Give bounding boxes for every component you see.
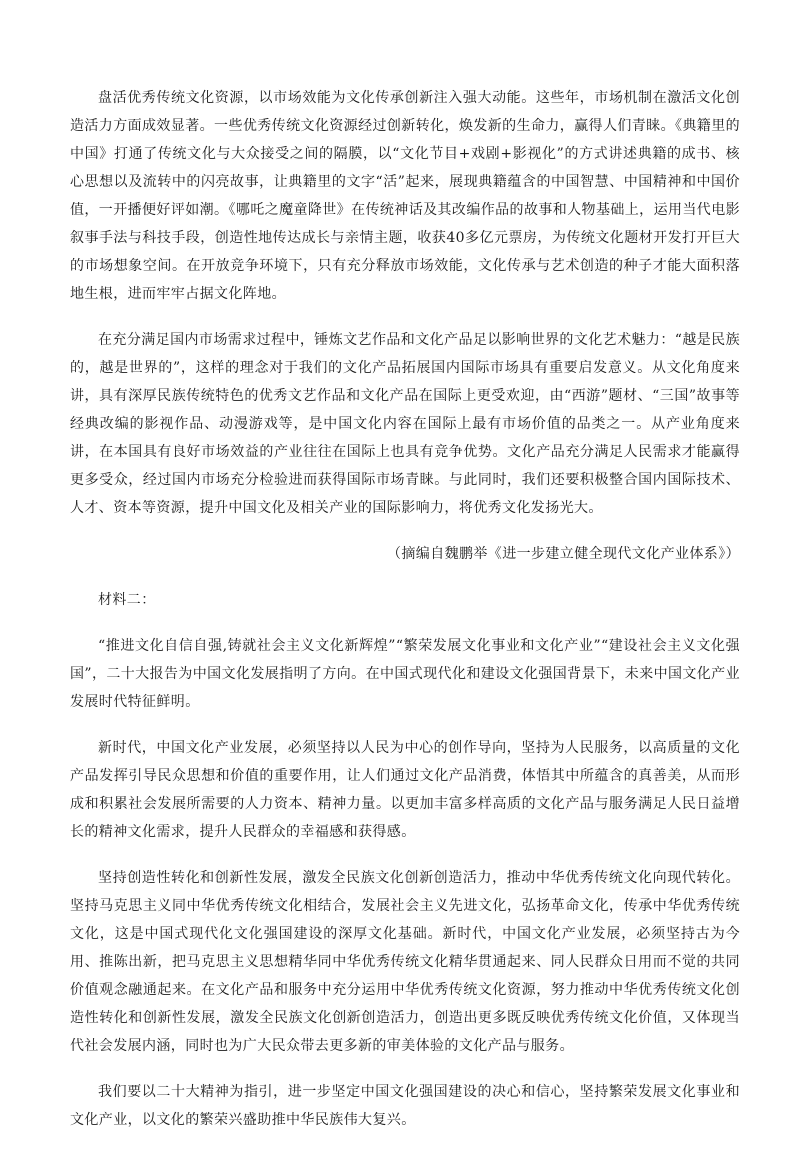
citation: （摘编自魏鹏举《进一步建立健全现代文化产业体系》） xyxy=(387,546,740,562)
paragraph: 我们要以二十大精神为指引，进一步坚定中国文化强国建设的决心和信心，坚持繁荣发展文化事业和文化产业，以文化的繁荣兴盛助推中华民族伟大复兴。 xyxy=(70,1084,740,1128)
document-page xyxy=(70,84,740,1152)
paragraph: 坚持创造性转化和创新性发展，激发全民族文化创新创造活力，推动中华优秀传统文化向现代转化。坚持马克思主义同中华优秀传统文化相结合，发展社会主义先进文化，弘扬革命文化，传承中华优秀传统文化，这是中国式现代化文化强国建设的深厚文化基础。新时代，中国文化产业发展，必须坚持古为今用、推陈出新，把马克思主义思想精华同中华优秀传统文化精华贯通起来、同人民群众日用而不觉的共同价值观念融通起来。在文化产品和服务中充分运用中华优秀传统文化资源，努力推动中华优秀传统文化创造性转化和创新性发展，激发全民族文化创新创造活力，创造出更多既反映优秀传统文化价值，又体现当代社会发展内涵，同时也为广大民众带去更多新的审美体验的文化产品与服务。 xyxy=(70,870,740,1054)
paragraph: 盘活优秀传统文化资源，以市场效能为文化传承创新注入强大动能。这些年，市场机制在激活文化创造活力方面成效显著。一些优秀传统文化资源经过创新转化，焕发新的生命力，赢得人们青睐。《典籍里的中国》打通了传统文化与大众接受之间的隔膜，以“文化节目+戏剧+影视化”的方式讲述典籍的成书、核心思想以及流转中的闪亮故事，让典籍里的文字“活”起来，展现典籍蕴含的中国智慧、中国精神和中国价值，一开播便好评如潮。《哪吒之魔童降世》在传统神话及其改编作品的故事和人物基础上，运用当代电影叙事手法与科技手段，创造性地传达成长与亲情主题，收获40多亿元票房，为传统文化题材开发打开巨大的市场想象空间。在开放竞争环境下，只有充分释放市场效能，文化传承与艺术创造的种子才能大面积落地生根，进而牢牢占据文化阵地。 xyxy=(70,90,740,302)
paragraph: “推进文化自信自强,铸就社会主义文化新辉煌”“繁荣发展文化事业和文化产业”“建设社会主义文化强国”，二十大报告为中国文化发展指明了方向。在中国式现代化和建设文化强国背景下，未来中国文化产业发展时代特征鲜明。 xyxy=(70,638,740,710)
section-label: 材料二： xyxy=(98,592,156,608)
paragraph: 新时代，中国文化产业发展，必须坚持以人民为中心的创作导向，坚持为人民服务，以高质量的文化产品发挥引导民众思想和价值的重要作用，让人们通过文化产品消费，体悟其中所蕴含的真善美，从而形成和积累社会发展所需要的人力资本、精神力量。以更加丰富多样高质的文化产品与服务满足人民日益增长的精神文化需求，提升人民群众的幸福感和获得感。 xyxy=(70,740,740,840)
paragraph: 在充分满足国内市场需求过程中，锤炼文艺作品和文化产品足以影响世界的文化艺术魅力：“越是民族的，越是世界的”，这样的理念对于我们的文化产品拓展国内国际市场具有重要启发意义。从文化角度来讲，具有深厚民族传统特色的优秀文艺作品和文化产品在国际上更受欢迎，由“西游”题材、“三国”故事等经典改编的影视作品、动漫游戏等，是中国文化内容在国际上最有市场价值的品类之一。从产业角度来讲，在本国具有良好市场效益的产业往往在国际上也具有竞争优势。文化产品充分满足人民需求才能赢得更多受众，经过国内市场充分检验进而获得国际市场青睐。与此同时，我们还要积极整合国内国际技术、人才、资本等资源，提升中国文化及相关产业的国际影响力，将优秀文化发扬光大。 xyxy=(70,332,740,516)
